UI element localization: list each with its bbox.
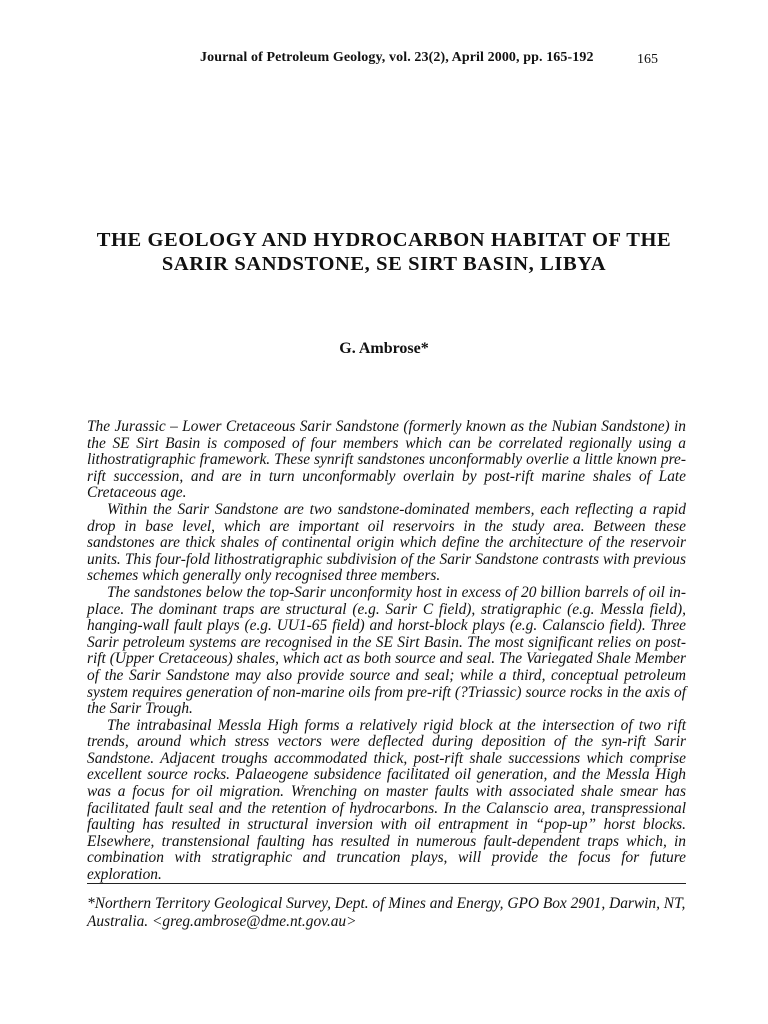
author-affiliation-footnote: *Northern Territory Geological Survey, Dept. of Mines and Energy, GPO Box 2901, Darwin, NT, Australia. <greg.ambrose@dme.nt.gov.au> xyxy=(87,895,686,930)
abstract-paragraph: The intrabasinal Messla High forms a relatively rigid block at the intersection of two rift trends, around which stress vectors were deflected during deposition of the syn-rift Sarir Sandstone. Adjacent troughs accommodated thick, post-rift shale successions which comprise excellent source rocks. Palaeogene subsidence facilitated oil generation, and the Messla High was a focus for oil migration. Wrenching on master faults with associated shale smear has facilitated fault seal and the retention of hydrocarbons. In the Calanscio area, transpressional faulting has resulted in structural inversion with oil entrapment in “pop-up” horst blocks. Elsewhere, transtensional faulting has resulted in numerous fault-dependent traps which, in combination with stratigraphic and truncation plays, will provide the focus for future exploration. xyxy=(87,716,686,884)
author-name: G. Ambrose* xyxy=(339,340,429,357)
footnote-divider xyxy=(87,883,686,884)
journal-citation: Journal of Petroleum Geology, vol. 23(2), April 2000, pp. 165-192 xyxy=(200,50,594,65)
abstract-paragraph: The sandstones below the top-Sarir unconformity host in excess of 20 billion barrels of oil in-place. The dominant traps are structural (e.g. Sarir C field), stratigraphic (e.g. Messla field), hanging-wall fault plays (e.g. UU1-65 field) and horst-block plays (e.g. Calanscio field). Three Sarir petroleum systems are recognised in the SE Sirt Basin. The most significant relies on post-rift (Upper Cretaceous) shales, which act as both source and seal. The Variegated Shale Member of the Sarir Sandstone may also provide source and seal; while a third, conceptual petroleum system requires generation of non-marine oils from pre-rift (?Triassic) source rocks in the axis of the Sarir Trough. xyxy=(87,583,686,718)
abstract xyxy=(87,419,686,884)
abstract-paragraph: Within the Sarir Sandstone are two sandstone-dominated members, each reflecting a rapid drop in base level, which are important oil reservoirs in the study area. Between these sandstones are thick shales of continental origin which define the architecture of the reservoir units. This four-fold lithostratigraphic subdivision of the Sarir Sandstone contrasts with previous schemes which generally only recognised three members. xyxy=(87,500,686,585)
abstract-paragraph: The Jurassic – Lower Cretaceous Sarir Sandstone (formerly known as the Nubian Sandstone) in the SE Sirt Basin is composed of four members which can be correlated regionally using a lithostratigraphic framework. These synrift sandstones unconformably overlie a little known pre-rift succession, and are in turn unconformably overlain by post-rift marine shales of Late Cretaceous age. xyxy=(87,418,686,502)
page-number: 165 xyxy=(637,52,658,67)
paper-title: THE GEOLOGY AND HYDROCARBON HABITAT OF THE SARIR SANDSTONE, SE SIRT BASIN, LIBYA xyxy=(96,229,672,275)
running-header xyxy=(0,50,768,70)
